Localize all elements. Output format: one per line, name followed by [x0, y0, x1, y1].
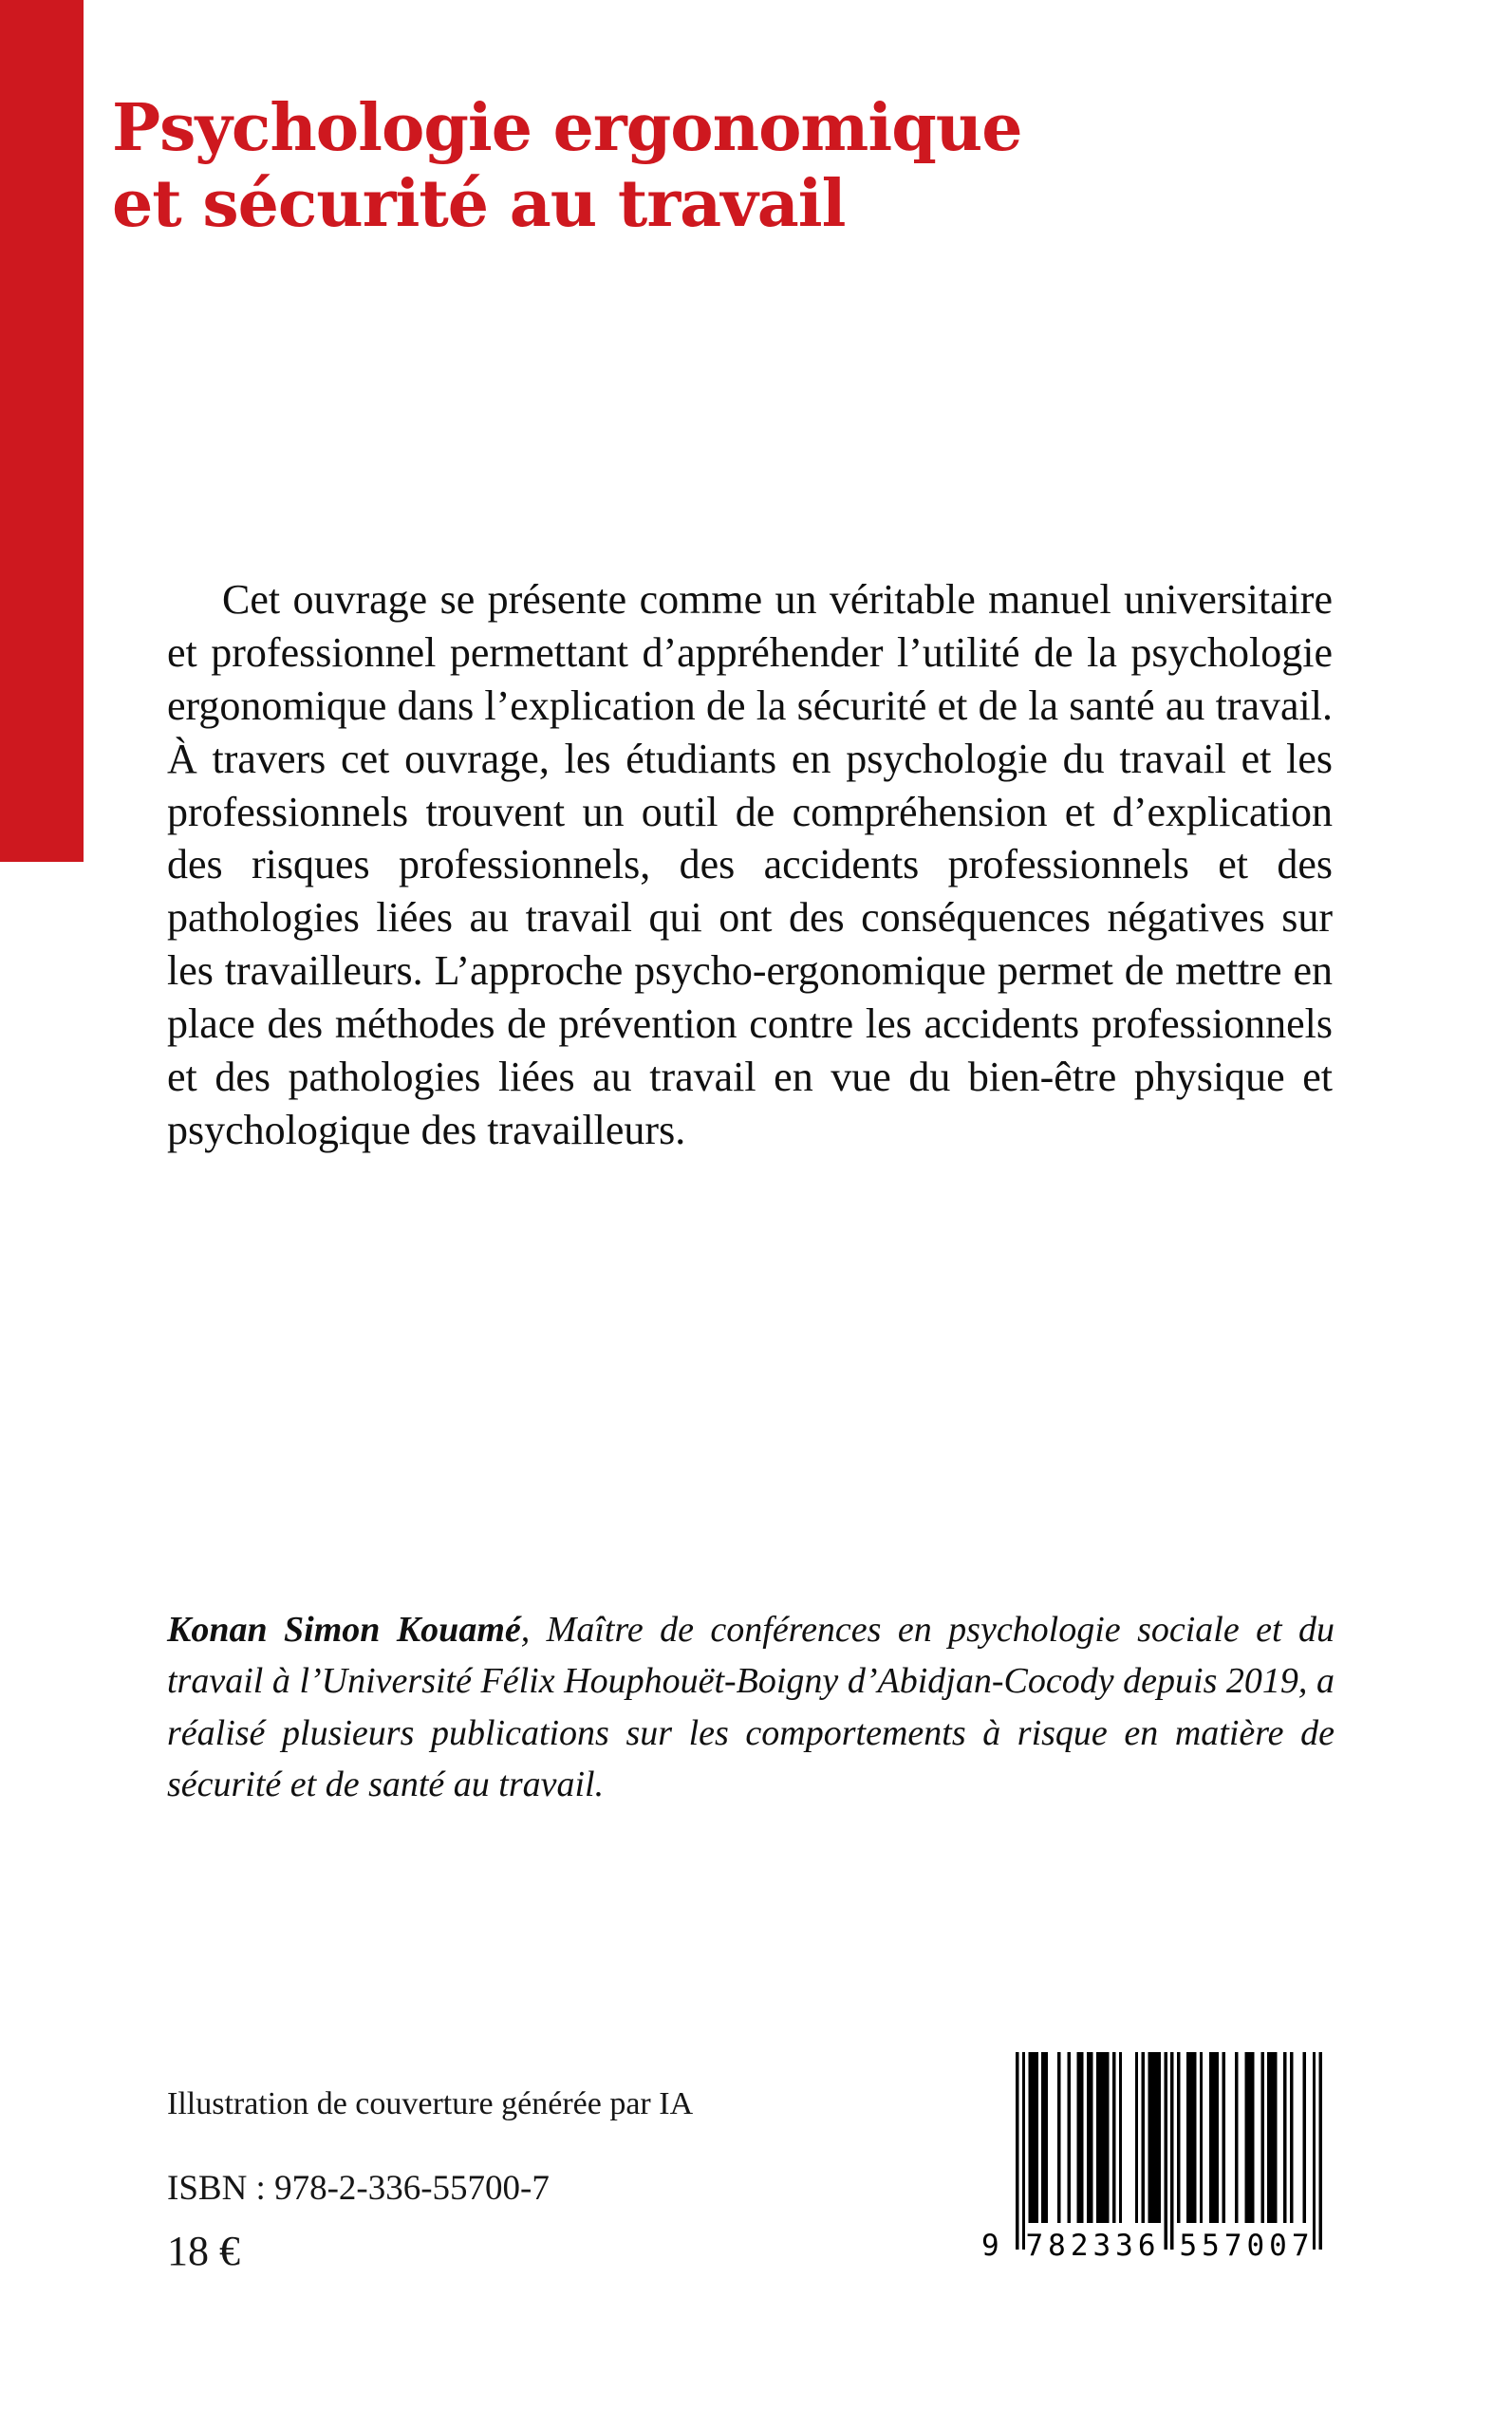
barcode-bar — [1235, 2052, 1238, 2223]
author-bio-text: , Maître de conférences en psychologie sociale et du travail à l’Université Félix Houphouët-Boigny d’Abidjan-Cocody depuis 2019, a réalisé plusieurs publications sur les comportements à risque en matière de sécurité et de santé au travail. — [167, 1610, 1335, 1804]
barcode-bar — [1244, 2052, 1254, 2223]
barcode-digit-first: 9 — [981, 2229, 999, 2263]
barcode-digits — [980, 2229, 1326, 2269]
barcode-bar — [1186, 2052, 1196, 2223]
barcode-bar — [1170, 2052, 1173, 2250]
barcode-bars — [1016, 2052, 1326, 2250]
barcode-bar — [1029, 2052, 1038, 2223]
barcode-bar — [1267, 2052, 1277, 2223]
author-name: Konan Simon Kouamé — [167, 1610, 521, 1650]
barcode-bar — [1041, 2052, 1048, 2223]
barcode-digits-right: 557007 — [1179, 2229, 1315, 2263]
price: 18 € — [167, 2228, 240, 2274]
cover-illustration-credit: Illustration de couverture générée par IA — [167, 2086, 694, 2121]
barcode-bar — [1096, 2052, 1110, 2223]
book-title-line2: et sécurité au travail — [112, 165, 846, 242]
book-title — [112, 91, 1021, 242]
barcode-bar — [1177, 2052, 1180, 2223]
barcode-bars-svg — [1016, 2052, 1322, 2250]
book-title-line1: Psychologie ergonomique — [112, 90, 1022, 166]
barcode-bar — [1119, 2052, 1122, 2223]
synopsis-paragraph: Cet ouvrage se présente comme un véritable manuel universitaire et professionnel permettant d’appréhender l’utilité de la psychologie ergonomique dans l’explication de la sécurité et de la santé au travail. À travers cet ouvrage, les étudiants en psychologie du travail et les professionnels trouvent un outil de compréhension et d’explication des risques professionnels, des accidents professionnels et des pathologies liées au travail qui ont des conséquences négatives sur les travailleurs. L’approche psycho-ergonomique permet de mettre en place des méthodes de prévention contre les accidents professionnels et des pathologies liées au travail en vue du bien-être physique et psychologique des travailleurs. — [167, 576, 1333, 1153]
barcode-bar — [1164, 2052, 1167, 2250]
author-bio — [167, 1604, 1335, 1810]
barcode-bar — [1319, 2052, 1322, 2250]
barcode-bar — [1209, 2052, 1219, 2223]
barcode-bar — [1022, 2052, 1025, 2250]
barcode-bar — [1148, 2052, 1161, 2223]
barcode-bar — [1283, 2052, 1286, 2223]
barcode-bar — [1223, 2052, 1225, 2223]
barcode-bar — [1200, 2052, 1203, 2223]
isbn-number: ISBN : 978-2-336-55700-7 — [167, 2169, 550, 2208]
barcode-bar — [1112, 2052, 1115, 2223]
barcode-bar — [1135, 2052, 1138, 2223]
barcode-bar — [1016, 2052, 1018, 2250]
barcode-bar — [1303, 2052, 1306, 2223]
barcode-bar — [1313, 2052, 1316, 2250]
ean13-barcode — [980, 2052, 1326, 2269]
barcode-bar — [1142, 2052, 1145, 2223]
barcode-bar — [1067, 2052, 1070, 2223]
barcode-bar — [1260, 2052, 1263, 2223]
barcode-bar — [1087, 2052, 1093, 2223]
barcode-bar — [1290, 2052, 1293, 2223]
spine-accent-bar — [0, 0, 84, 862]
barcode-bar — [1057, 2052, 1060, 2223]
barcode-digits-left: 782336 — [1025, 2229, 1161, 2263]
barcode-bar — [1077, 2052, 1084, 2223]
